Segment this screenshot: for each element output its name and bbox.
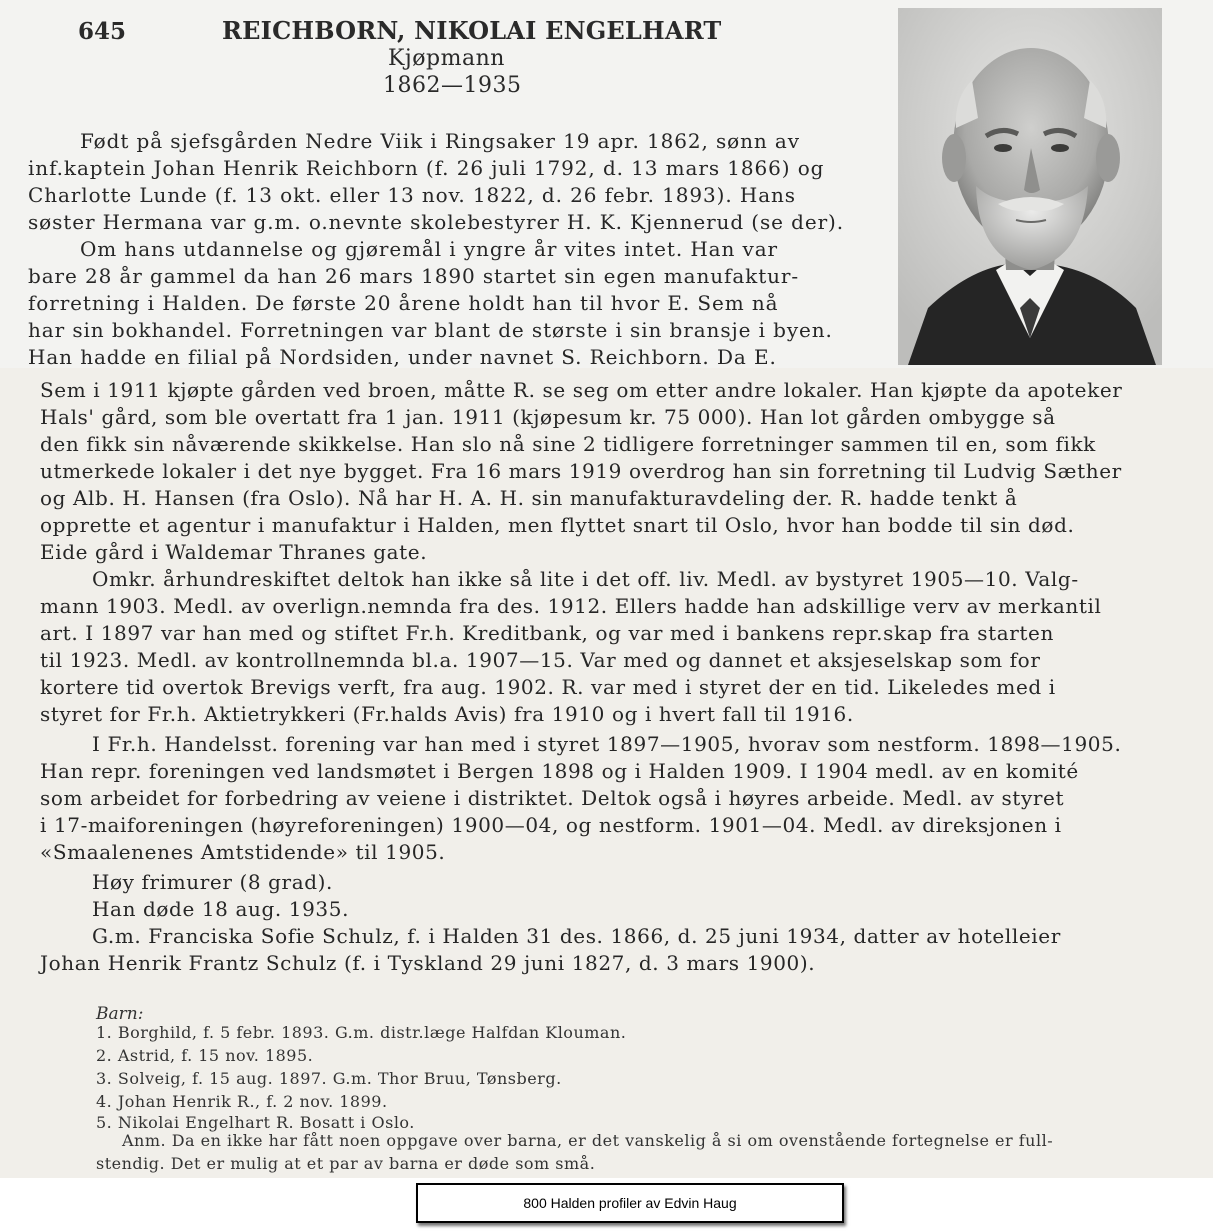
child-item: 2. Astrid, f. 15 nov. 1895.	[96, 1046, 314, 1065]
note-line: stendig. Det er mulig at et par av barna er døde som små.	[96, 1154, 596, 1173]
bio-line: Født på sjefsgården Nedre Viik i Ringsaker 19 apr. 1862, sønn av	[80, 129, 800, 153]
entry-years: 1862—1935	[383, 73, 522, 98]
bio-line: opprette et agentur i manufaktur i Halden, men flyttet snart til Oslo, hvor han bodde til sin død.	[40, 513, 1075, 537]
entry-number: 645	[78, 18, 127, 45]
bio-line: Han hadde en filial på Nordsiden, under navnet S. Reichborn. Da E.	[28, 345, 777, 369]
bio-line: Om hans utdannelse og gjøremål i yngre år vites intet. Han var	[80, 237, 779, 261]
source-caption: 800 Halden profiler av Edvin Haug	[416, 1183, 844, 1223]
child-item: 5. Nikolai Engelhart R. Bosatt i Oslo.	[96, 1113, 415, 1132]
bio-line: Sem i 1911 kjøpte gården ved broen, måtte R. se seg om etter andre lokaler. Han kjøpte da apoteker	[40, 378, 1123, 402]
bio-line: G.m. Franciska Sofie Schulz, f. i Halden 31 des. 1866, d. 25 juni 1934, datter av hotelleier	[92, 924, 1061, 948]
bio-line: som arbeidet for forbedring av veiene i distriktet. Deltok også i høyres arbeide. Medl. av styret	[40, 786, 1065, 810]
bio-line: og Alb. H. Hansen (fra Oslo). Nå har H. A. H. sin manufakturavdeling der. R. hadde tenkt å	[40, 486, 1018, 510]
portrait-photo	[898, 8, 1162, 365]
bio-line: utmerkede lokaler i det nye bygget. Fra 16 mars 1919 overdrog han sin forretning til Ludvig Sæther	[40, 459, 1122, 483]
children-heading: Barn:	[96, 1004, 144, 1024]
bio-line: i 17-maiforeningen (høyreforeningen) 1900—04, og nestform. 1901—04. Medl. av direksjonen i	[40, 813, 1062, 837]
bio-line: søster Hermana var g.m. o.nevnte skolebestyrer H. K. Kjennerud (se der).	[28, 210, 845, 234]
bio-line: Han døde 18 aug. 1935.	[92, 897, 350, 921]
bio-line: art. I 1897 var han med og stiftet Fr.h. Kreditbank, og var med i bankens repr.skap fra starten	[40, 621, 1054, 645]
note-line: Anm. Da en ikke har fått noen oppgave over barna, er det vanskelig å si om ovenstående fortegnelse er full-	[122, 1131, 1054, 1150]
child-item: 1. Borghild, f. 5 febr. 1893. G.m. distr.læge Halfdan Klouman.	[96, 1023, 627, 1042]
bio-line: mann 1903. Medl. av overlign.nemnda fra des. 1912. Ellers hadde han adskillige verv av merkantil	[40, 594, 1102, 618]
bio-line: kortere tid overtok Brevigs verft, fra aug. 1902. R. var med i styret der en tid. Likeledes med i	[40, 675, 1056, 699]
bio-line: bare 28 år gammel da han 26 mars 1890 startet sin egen manufaktur-	[28, 264, 800, 288]
bio-line: styret for Fr.h. Aktietrykkeri (Fr.halds Avis) fra 1910 og i hvert fall til 1916.	[40, 702, 854, 726]
entry-name: REICHBORN, NIKOLAI ENGELHART	[222, 16, 722, 45]
bio-line: Han repr. foreningen ved landsmøtet i Bergen 1898 og i Halden 1909. I 1904 medl. av en komité	[40, 759, 1079, 783]
bio-line: har sin bokhandel. Forretningen var blant de største i sin bransje i byen.	[28, 318, 833, 342]
child-item: 4. Johan Henrik R., f. 2 nov. 1899.	[96, 1092, 388, 1111]
bio-line: Hals' gård, som ble overtatt fra 1 jan. 1911 (kjøpesum kr. 75 000). Han lot gården ombygge så	[40, 405, 1056, 429]
bio-line: den fikk sin nåværende skikkelse. Han slo nå sine 2 tidligere forretninger sammen til en, som fikk	[40, 432, 1096, 456]
bio-line: forretning i Halden. De første 20 årene holdt han til hvor E. Sem nå	[28, 291, 779, 315]
bio-line: I Fr.h. Handelsst. forening var han med i styret 1897—1905, hvorav som nestform. 1898—1905.	[92, 732, 1122, 756]
bio-line: inf.kaptein Johan Henrik Reichborn (f. 26 juli 1792, d. 13 mars 1866) og	[28, 156, 825, 180]
bio-line: Eide gård i Waldemar Thranes gate.	[40, 540, 428, 564]
bio-line: til 1923. Medl. av kontrollnemnda bl.a. 1907—15. Var med og dannet et aksjeselskap som for	[40, 648, 1041, 672]
bio-line: «Smaalenenes Amtstidende» til 1905.	[40, 840, 446, 864]
child-item: 3. Solveig, f. 15 aug. 1897. G.m. Thor Bruu, Tønsberg.	[96, 1069, 562, 1088]
bio-line: Johan Henrik Frantz Schulz (f. i Tyskland 29 juni 1827, d. 3 mars 1900).	[40, 951, 816, 975]
entry-occupation: Kjøpmann	[388, 46, 505, 71]
bio-line: Omkr. århundreskiftet deltok han ikke så lite i det off. liv. Medl. av bystyret 1905—10. Valg-	[92, 567, 1079, 591]
bio-line: Charlotte Lunde (f. 13 okt. eller 13 nov. 1822, d. 26 febr. 1893). Hans	[28, 183, 796, 207]
bio-line: Høy frimurer (8 grad).	[92, 870, 333, 894]
